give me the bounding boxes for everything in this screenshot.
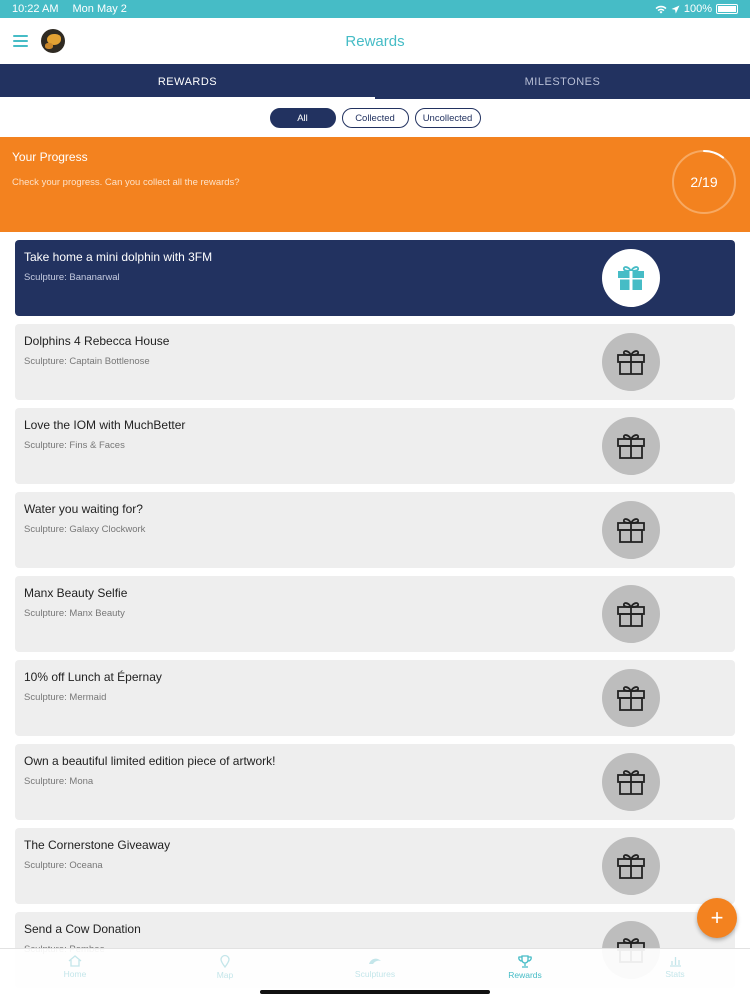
gift-icon [616,517,646,543]
reward-card[interactable] [15,828,735,904]
reward-card[interactable] [15,660,735,736]
reward-card[interactable] [15,492,735,568]
reward-sculpture: Sculpture: Mona [24,776,94,787]
gift-button[interactable] [602,501,660,559]
progress-count: 2/19 [690,174,718,190]
nav-bar [0,18,750,64]
nav-stats-label: Stats [665,969,685,979]
gift-icon [616,349,646,375]
avatar[interactable] [41,29,65,53]
reward-sculpture: Sculpture: Manx Beauty [24,608,125,619]
trophy-icon [518,955,532,968]
wifi-icon [655,5,667,14]
reward-title: Love the IOM with MuchBetter [24,418,186,432]
reward-title: Dolphins 4 Rebecca House [24,334,170,348]
gift-button[interactable] [602,837,660,895]
battery-icon [716,4,738,14]
reward-sculpture: Sculpture: Captain Bottlenose [24,356,150,367]
progress-title: Your Progress [12,150,88,164]
tab-rewards[interactable]: REWARDS [0,64,375,99]
status-right [655,3,738,15]
gift-icon [616,853,646,879]
gift-button[interactable] [602,585,660,643]
page-title: Rewards [345,32,405,50]
gift-button[interactable] [602,249,660,307]
filter-collected[interactable]: Collected [342,108,409,128]
nav-home-label: Home [63,969,87,979]
reward-card[interactable] [15,744,735,820]
reward-title: The Cornerstone Giveaway [24,838,171,852]
stats-icon [669,955,682,967]
menu-icon[interactable] [13,35,28,47]
reward-sculpture: Sculpture: Galaxy Clockwork [24,524,146,535]
nav-stats[interactable] [600,949,750,1000]
filter-bar [0,99,750,137]
status-date: Mon May 2 [72,3,127,15]
reward-sculpture: Sculpture: Oceana [24,860,103,871]
home-indicator [260,990,490,994]
gift-icon [616,433,646,459]
reward-sculpture: Sculpture: Bananarwal [24,272,120,283]
battery-percent: 100% [683,3,712,15]
reward-sculpture: Sculpture: Mermaid [24,692,107,703]
progress-subtitle: Check your progress. Can you collect all the rewards? [12,177,240,188]
gift-icon [616,265,646,291]
reward-card[interactable] [15,240,735,316]
reward-title: Water you waiting for? [24,502,143,516]
reward-card[interactable] [15,576,735,652]
gift-button[interactable] [602,333,660,391]
reward-title: Take home a mini dolphin with 3FM [24,250,213,264]
gift-button[interactable] [602,753,660,811]
rewards-list [0,232,750,948]
reward-card[interactable] [15,408,735,484]
dolphin-icon [368,955,382,967]
home-icon [68,955,82,967]
nav-rewards-label: Rewards [508,970,542,980]
gift-icon [616,685,646,711]
nav-home[interactable] [0,949,150,1000]
nav-map-label: Map [216,970,234,980]
gift-button[interactable] [602,669,660,727]
reward-sculpture: Sculpture: Fins & Faces [24,440,125,451]
reward-title: Own a beautiful limited edition piece of artwork! [24,754,276,768]
reward-card[interactable] [15,324,735,400]
status-bar [0,0,750,18]
add-button[interactable]: + [697,898,737,938]
reward-title: 10% off Lunch at Épernay [24,670,162,684]
location-arrow-icon [671,5,680,14]
reward-title: Send a Cow Donation [24,922,141,936]
map-pin-icon [220,955,230,968]
filter-uncollected[interactable]: Uncollected [415,108,481,128]
tab-milestones[interactable]: MILESTONES [524,75,601,88]
status-time: 10:22 AM [12,3,59,15]
filter-all[interactable]: All [270,108,336,128]
reward-title: Manx Beauty Selfie [24,586,128,600]
gift-icon [616,769,646,795]
gift-button[interactable] [602,417,660,475]
gift-icon [616,601,646,627]
nav-sculptures-label: Sculptures [354,969,396,979]
progress-panel [0,137,750,232]
tab-bar [0,64,750,99]
